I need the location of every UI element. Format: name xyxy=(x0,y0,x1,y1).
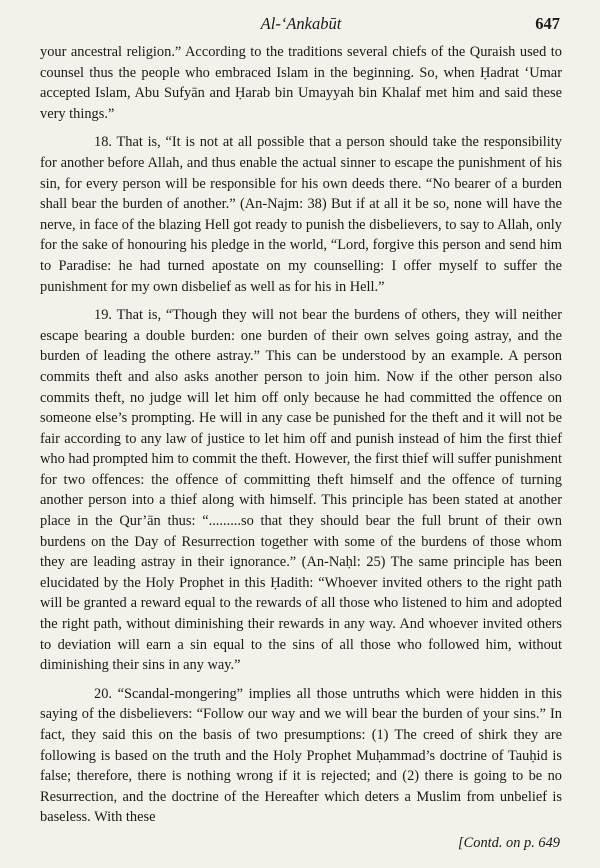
running-title: Al-‘Ankabūt xyxy=(260,14,342,33)
page-header xyxy=(40,12,562,42)
paragraph-continuation: your ancestral religion.” According to the traditions several chiefs of the Quraish used to counsel thus the people who embraced Islam in the beginning. So, when Ḥadrat ‘Umar accepted Islam, Abu Sufyān and Ḥarab bin Umayyah bin Khalaf met him and said these very things.” xyxy=(40,44,562,122)
continued-on-note: [Contd. on p. 649 xyxy=(458,835,560,851)
note-18: 18. That is, “It is not at all possible that a person should take the responsibility for another before Allah, and thus enable the actual sinner to escape the punishment of his sin, for every person will be responsible for his own deeds there. “No bearer of a burden shall bear the burden of another.” (An-Najm: 38) But if at all it be so, none will have the nerve, in face of the blazing Hell got ready to punish the disbelievers, to say to Allah, only for the sake of honouring his pledge in the world, “Lord, forgive this person and send him to Paradise: he had turned apostate on my counselling: I offer myself to suffer the punishment for my own disbelief as well as for his in Hell.” xyxy=(40,134,562,295)
page-number: 647 xyxy=(535,14,560,33)
note-19: 19. That is, “Though they will not bear the burdens of others, they will neither escape bearing a double burden: one burden of their own selves going astray, and the burden of leading the othere astray.” This can be understood by an example. A person commits theft and also asks another person to join him. Now if the other person also commits theft, no judge will let him off only because he had committed the offence on someone else’s prompting. He will in any case be punished for the theft and it will not be fair according to any law of justice to let him off and punish instead of him the first thief who had prompted him to commit the theft. However, the first thief will suffer punishment for two offences: the offence of committing theft himself and the offence of turning another person into a thief along with himself. This principle has been stated at another place in the Qur’ān thus: “.........so that they should bear the full brunt of their own burdens on the Day of Resurrection together with some of the burdens of those whom they are leading astray in their ignorance.” (An-Naḥl: 25) The same principle has been elucidated by the Holy Prophet in this Ḥadith: “Whoever invited others to the right path will be granted a reward equal to the rewards of all those who listened to him and adopted the right path, without diminishing their rewards in any way. And whoever invited others to deviation will earn a sin equal to the sins of all those who followed him, without diminishing their sins in any way.” xyxy=(40,307,562,674)
note-20: 20. “Scandal-mongering” implies all those untruths which were hidden in this saying of the disbelievers: “Follow our way and we will bear the burden of your sins.” In fact, they said this on the basis of two presumptions: (1) The creed of shirk they are following is based on the truth and the Holy Prophet Muḥammad’s doctrine of Tauḥid is false; therefore, there is nothing wrong if it is rejected; and (2) there is going to be no Resurrection, and the doctrine of the Hereafter which deters a Muslim from unbelief is baseless. With these xyxy=(40,685,562,826)
